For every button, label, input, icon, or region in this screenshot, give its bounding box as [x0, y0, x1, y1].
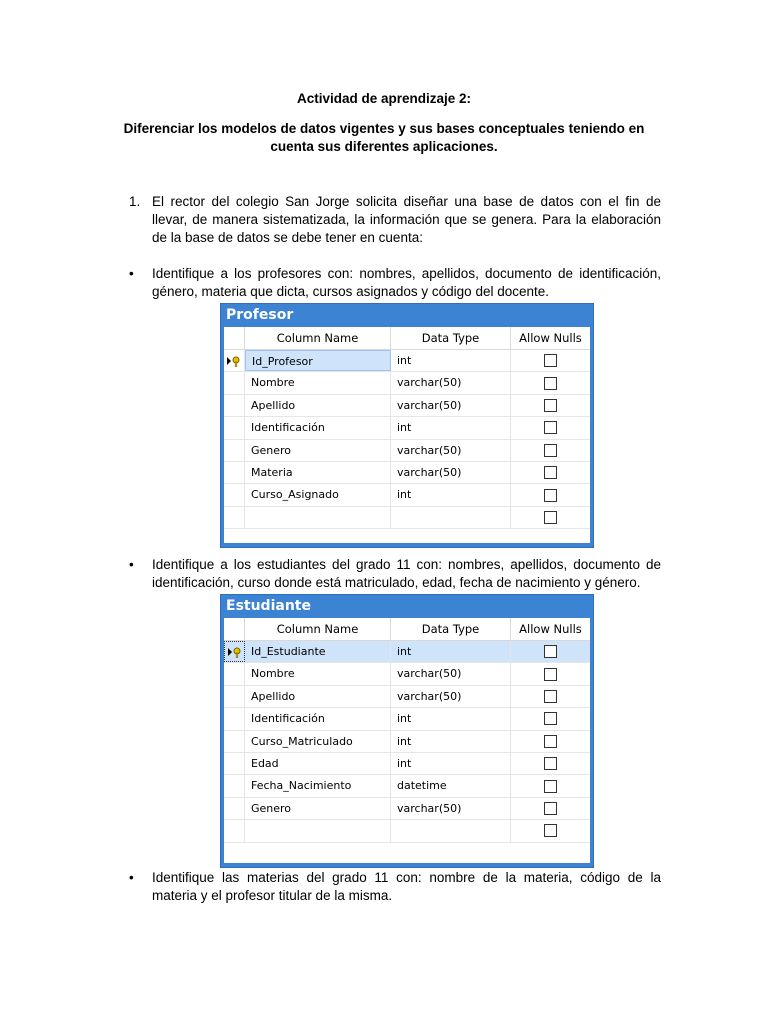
- table-row-empty[interactable]: [224, 507, 590, 529]
- document-subtitle: Diferenciar los modelos de datos vigentes y sus bases conceptuales teniendo en cuenta sus diferentes aplicaciones.: [123, 121, 645, 154]
- column-name-header: Column Name: [245, 327, 391, 349]
- data-type-cell[interactable]: int: [391, 350, 511, 371]
- table-row[interactable]: [224, 708, 590, 730]
- allow-nulls-cell[interactable]: [511, 372, 590, 393]
- table-row[interactable]: [224, 440, 590, 462]
- table-row[interactable]: [224, 663, 590, 685]
- allow-nulls-checkbox[interactable]: [544, 757, 557, 770]
- row-selector[interactable]: [224, 462, 245, 483]
- table-row[interactable]: [224, 775, 590, 797]
- table-header: [224, 327, 590, 350]
- table-estudiante-title: Estudiante: [226, 598, 311, 614]
- column-name-cell[interactable]: Materia: [245, 462, 391, 483]
- table-row[interactable]: [224, 484, 590, 506]
- data-type-cell[interactable]: int: [391, 731, 511, 752]
- allow-nulls-cell[interactable]: [511, 507, 590, 528]
- column-name-cell[interactable]: [245, 820, 391, 841]
- data-type-cell[interactable]: int: [391, 708, 511, 729]
- bullet2-line-2: identificación, curso donde está matriculado, edad, fecha de nacimiento y género.: [152, 575, 641, 590]
- data-type-cell[interactable]: varchar(50): [391, 440, 511, 461]
- column-name-cell[interactable]: Id_Profesor: [245, 350, 391, 371]
- allow-nulls-checkbox[interactable]: [544, 824, 557, 837]
- bullet2-paragraph: [152, 556, 661, 592]
- allow-nulls-cell[interactable]: [511, 820, 590, 841]
- data-type-cell[interactable]: varchar(50): [391, 686, 511, 707]
- data-type-cell[interactable]: int: [391, 753, 511, 774]
- bullet1-line-2: género, materia que dicta, cursos asignados y código del docente.: [152, 284, 549, 299]
- row-selector[interactable]: [224, 775, 245, 796]
- table-profesor-title: Profesor: [226, 307, 294, 323]
- data-type-cell[interactable]: datetime: [391, 775, 511, 796]
- data-type-cell[interactable]: varchar(50): [391, 395, 511, 416]
- bullet3-line-1: Identifique las materias del grado 11 con: nombre de la materia, código de la: [152, 870, 661, 885]
- bullet1-paragraph: [152, 265, 661, 301]
- allow-nulls-cell[interactable]: [511, 484, 590, 505]
- table-row[interactable]: [224, 417, 590, 439]
- row-selector[interactable]: [224, 708, 245, 729]
- data-type-cell[interactable]: int: [391, 484, 511, 505]
- allow-nulls-checkbox[interactable]: [544, 354, 557, 367]
- bullet-icon: •: [129, 557, 134, 572]
- column-name-cell[interactable]: Curso_Asignado: [245, 484, 391, 505]
- allow-nulls-checkbox[interactable]: [544, 377, 557, 390]
- table-row[interactable]: [224, 753, 590, 775]
- row-selector-header: [224, 618, 245, 640]
- row-selector[interactable]: [224, 417, 245, 438]
- allow-nulls-cell[interactable]: [511, 686, 590, 707]
- column-name-cell[interactable]: Genero: [245, 440, 391, 461]
- primary-key-icon: [224, 350, 245, 371]
- row-selector[interactable]: [224, 484, 245, 505]
- column-name-cell[interactable]: Apellido: [245, 686, 391, 707]
- allow-nulls-checkbox[interactable]: [544, 735, 557, 748]
- allow-nulls-cell[interactable]: [511, 440, 590, 461]
- column-name-cell[interactable]: Curso_Matriculado: [245, 731, 391, 752]
- allow-nulls-cell[interactable]: [511, 708, 590, 729]
- allow-nulls-cell[interactable]: [511, 663, 590, 684]
- table-row[interactable]: [224, 641, 590, 663]
- bullet1-line-1: Identifique a los profesores con: nombres, apellidos, documento de identificación,: [152, 266, 661, 281]
- column-name-cell[interactable]: Genero: [245, 798, 391, 819]
- table-row-empty[interactable]: [224, 820, 590, 842]
- column-name-cell[interactable]: Nombre: [245, 372, 391, 393]
- bullet2-line-1: Identifique a los estudiantes del grado 11 con: nombres, apellidos, documento de: [152, 557, 661, 572]
- allow-nulls-cell[interactable]: [511, 417, 590, 438]
- data-type-cell[interactable]: int: [391, 417, 511, 438]
- allow-nulls-cell[interactable]: [511, 753, 590, 774]
- data-type-header: Data Type: [391, 327, 511, 349]
- allow-nulls-cell[interactable]: [511, 731, 590, 752]
- bullet-icon: •: [129, 870, 134, 885]
- document-title: Actividad de aprendizaje 2:: [296, 91, 472, 106]
- table-row[interactable]: [224, 731, 590, 753]
- data-type-cell[interactable]: [391, 507, 511, 528]
- allow-nulls-header: Allow Nulls: [519, 331, 582, 345]
- row-selector[interactable]: [224, 798, 245, 819]
- column-name-cell[interactable]: Apellido: [245, 395, 391, 416]
- allow-nulls-checkbox[interactable]: [544, 444, 557, 457]
- row-selector[interactable]: [224, 753, 245, 774]
- data-type-header: Data Type: [391, 618, 511, 640]
- row-selector[interactable]: [224, 663, 245, 684]
- table-row[interactable]: [224, 686, 590, 708]
- column-name-cell[interactable]: Id_Estudiante: [245, 641, 391, 662]
- allow-nulls-checkbox[interactable]: [544, 780, 557, 793]
- data-type-cell[interactable]: varchar(50): [391, 462, 511, 483]
- allow-nulls-checkbox[interactable]: [544, 645, 557, 658]
- column-name-cell[interactable]: Edad: [245, 753, 391, 774]
- row-selector[interactable]: [224, 372, 245, 393]
- table-profesor-grid: [224, 327, 590, 543]
- list-number: 1.: [129, 194, 141, 209]
- item1-line-1: El rector del colegio San Jorge solicita diseñar una base de datos con el fin de: [152, 194, 661, 209]
- allow-nulls-checkbox[interactable]: [544, 668, 557, 681]
- allow-nulls-cell[interactable]: [511, 462, 590, 483]
- allow-nulls-checkbox[interactable]: [544, 466, 557, 479]
- row-selector[interactable]: [224, 820, 245, 841]
- table-header: [224, 618, 590, 641]
- table-row[interactable]: [224, 350, 590, 372]
- column-name-header: Column Name: [245, 618, 391, 640]
- column-name-cell[interactable]: Nombre: [245, 663, 391, 684]
- row-selector[interactable]: [224, 686, 245, 707]
- table-row[interactable]: [224, 462, 590, 484]
- bullet-icon: •: [129, 266, 134, 281]
- row-selector[interactable]: [224, 507, 245, 528]
- column-name-cell[interactable]: Identificación: [245, 417, 391, 438]
- item1-line-3: de la base de datos se debe tener en cuenta:: [152, 230, 423, 245]
- table-row[interactable]: [224, 395, 590, 417]
- allow-nulls-cell[interactable]: [511, 775, 590, 796]
- bullet3-paragraph: [152, 869, 661, 905]
- data-type-cell[interactable]: varchar(50): [391, 372, 511, 393]
- bullet3-line-2: materia y el profesor titular de la misma.: [152, 888, 393, 903]
- table-estudiante-grid: [224, 618, 590, 863]
- row-selector[interactable]: [224, 731, 245, 752]
- row-selector[interactable]: [224, 440, 245, 461]
- table-profesor[interactable]: [220, 303, 594, 548]
- allow-nulls-checkbox[interactable]: [544, 489, 557, 502]
- data-type-cell[interactable]: varchar(50): [391, 798, 511, 819]
- allow-nulls-checkbox[interactable]: [544, 511, 557, 524]
- column-name-cell[interactable]: [245, 507, 391, 528]
- data-type-cell[interactable]: [391, 820, 511, 841]
- item1-line-2: llevar, de manera sistematizada, la información que se genera. Para la elaboración: [152, 212, 661, 227]
- data-type-cell[interactable]: int: [391, 641, 511, 662]
- allow-nulls-checkbox[interactable]: [544, 421, 557, 434]
- allow-nulls-cell[interactable]: [511, 395, 590, 416]
- table-row[interactable]: [224, 798, 590, 820]
- table-estudiante[interactable]: [220, 594, 594, 868]
- column-name-cell[interactable]: Fecha_Nacimiento: [245, 775, 391, 796]
- allow-nulls-checkbox[interactable]: [544, 690, 557, 703]
- table-row[interactable]: [224, 372, 590, 394]
- data-type-cell[interactable]: varchar(50): [391, 663, 511, 684]
- allow-nulls-cell[interactable]: [511, 641, 590, 662]
- row-selector[interactable]: [224, 395, 245, 416]
- allow-nulls-checkbox[interactable]: [544, 399, 557, 412]
- allow-nulls-checkbox[interactable]: [544, 802, 557, 815]
- row-selector-header: [224, 327, 245, 349]
- primary-key-icon: [224, 641, 245, 662]
- item1-paragraph: [152, 193, 661, 247]
- allow-nulls-header: Allow Nulls: [519, 622, 582, 636]
- allow-nulls-checkbox[interactable]: [544, 712, 557, 725]
- allow-nulls-cell[interactable]: [511, 798, 590, 819]
- column-name-cell[interactable]: Identificación: [245, 708, 391, 729]
- allow-nulls-cell[interactable]: [511, 350, 590, 371]
